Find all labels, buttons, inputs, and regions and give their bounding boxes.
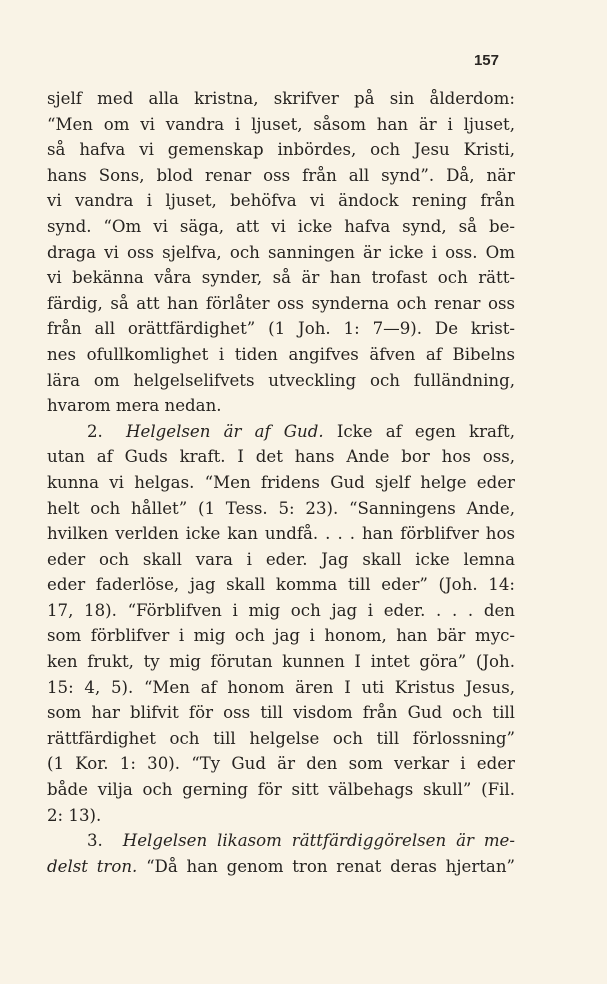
text-line-15: utan af Guds kraft. I det hans Ande bor hos oss, [47, 447, 515, 467]
text-line-7: draga vi oss sjelfva, och sanningen är icke i oss. Om [47, 242, 515, 262]
text-line-17: helt och hållet” (1 Tess. 5: 23). “Sanningens Ande, [47, 498, 515, 518]
text-line-9: färdig, så att han förlåter oss synderna och renar oss [47, 293, 515, 313]
text-line-28: både vilja och gerning för sitt välbehags skull” (Fil. [47, 780, 515, 800]
section-text-continued: “Då han genom tron renat deras hjertan” [146, 856, 515, 876]
text-line-3: så hafva vi gemenskap inbördes, och Jesu Kristi, [47, 140, 515, 160]
section-2-heading-line [47, 419, 515, 445]
text-line-18: hvilken verlden icke kan undfå. . . . han förblifver hos [47, 524, 515, 544]
text-line-12: lära om helgelselifvets utveckling och fulländning, [47, 370, 515, 390]
text-line-4: hans Sons, blod renar oss från all synd”. Då, när [47, 165, 515, 185]
text-line-31 [47, 854, 515, 880]
text-line-5: vi vandra i ljuset, behöfva vi ändock rening från [47, 191, 515, 211]
text-line-6: synd. “Om vi säga, att vi icke hafva synd, så be- [47, 216, 515, 236]
text-line-2: “Men om vi vandra i ljuset, såsom han är i ljuset, [47, 114, 515, 134]
text-line-10: från all orättfärdighet” (1 Joh. 1: 7—9). De krist- [47, 319, 515, 339]
text-line-23: ken frukt, ty mig förutan kunnen I intet göra” (Joh. [47, 652, 515, 672]
section-heading-rest: Icke af egen kraft, [336, 421, 516, 441]
text-line-26: rättfärdighet och till helgelse och till förlossning” [47, 728, 515, 748]
text-line-25: som har blifvit för oss till visdom från Gud och till [47, 703, 515, 723]
section-title-italic-continued: delst tron. [47, 856, 138, 876]
section-3-heading-line [47, 828, 515, 854]
text-line-11: nes ofullkomlighet i tiden angifves äfven af Bibelns [47, 344, 515, 364]
section-number: 3. [87, 831, 103, 851]
page-number: 157 [473, 52, 499, 69]
section-title-italic: Helgelsen likasom rättfärdiggörelsen är me- [122, 831, 515, 851]
text-line-1: sjelf med alla kristna, skrifver på sin ålderdom: [47, 89, 515, 108]
text-line-27: (1 Kor. 1: 30). “Ty Gud är den som verkar i eder [47, 754, 515, 774]
text-line-8: vi bekänna våra synder, så är han trofast och rätt- [47, 268, 515, 288]
section-title-italic: Helgelsen är af Gud. [126, 421, 324, 441]
body-text [47, 86, 515, 879]
text-line-21: 17, 18). “Förblifven i mig och jag i eder. . . . den [47, 600, 515, 620]
section-number: 2. [87, 421, 103, 441]
text-line-19: eder och skall vara i eder. Jag skall icke lemna [47, 549, 515, 569]
text-line-22: som förblifver i mig och jag i honom, han bär myc- [47, 626, 515, 646]
text-line-16: kunna vi helgas. “Men fridens Gud sjelf helge eder [47, 472, 515, 492]
text-line-20: eder faderlöse, jag skall komma till eder” (Joh. 14: [47, 575, 515, 595]
text-line-29: 2: 13). [47, 805, 102, 825]
text-line-24: 15: 4, 5). “Men af honom ären I uti Kristus Jesus, [47, 677, 515, 697]
text-line-13: hvarom mera nedan. [47, 396, 222, 416]
